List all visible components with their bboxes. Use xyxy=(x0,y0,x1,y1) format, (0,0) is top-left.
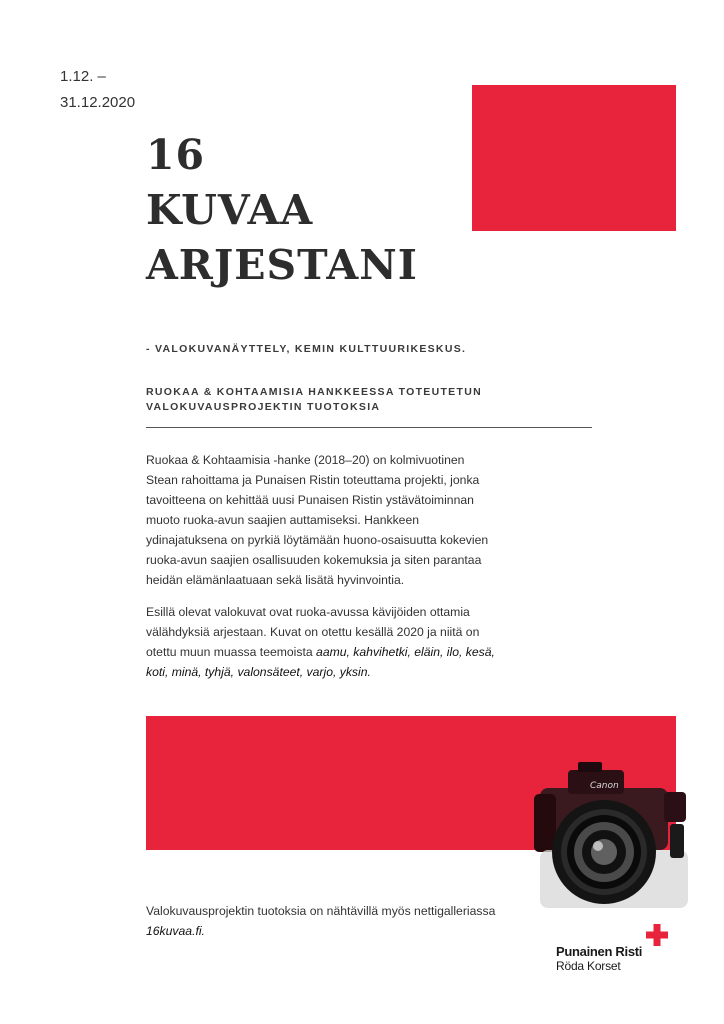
logo-text-swedish: Röda Korset xyxy=(556,959,621,973)
red-cross-icon xyxy=(646,924,668,946)
venue-subtitle: - VALOKUVANÄYTTELY, KEMIN KULTTUURIKESKUS. xyxy=(146,343,467,355)
divider xyxy=(146,427,592,428)
title-line-1: 16 xyxy=(146,131,206,179)
gallery-link[interactable]: 16kuvaa.fi. xyxy=(146,924,205,938)
gallery-note xyxy=(146,901,546,941)
camera-brand: Canon xyxy=(590,781,619,791)
title-line-3: ARJESTANI xyxy=(146,241,418,289)
red-cross-logo xyxy=(556,924,672,973)
date-end: 31.12.2020 xyxy=(60,94,136,111)
photo-themes: aamu, kahvihetki, eläin, ilo, kesä, koti, minä, tyhjä, valonsäteet, varjo, yksin. xyxy=(146,645,495,679)
photos-description-text: Esillä olevat valokuvat ovat ruoka-avussa kävijöiden ottamia välähdyksiä arjestaan. Kuvat on otettu kesällä 2020 ja niitä on otettu muun muassa teemoista xyxy=(146,605,480,659)
exhibition-dates xyxy=(60,64,135,116)
logo-text-finnish: Punainen Risti xyxy=(556,944,643,959)
gallery-note-text: Valokuvausprojektin tuotoksia on nähtävillä myös nettigalleriassa xyxy=(146,904,496,918)
date-start: 1.12. – xyxy=(60,68,106,85)
project-subtitle: RUOKAA & KOHTAAMISIA HANKKEESSA TOTEUTETUN VALOKUVAUSPROJEKTIN TUOTOKSIA xyxy=(146,386,482,413)
camera-icon xyxy=(534,752,690,912)
project-description: Ruokaa & Kohtaamisia -hanke (2018–20) on kolmivuotinen Stean rahoittama ja Punaisen Ristin toteuttama projekti, jonka tavoitteena on kehittää uusi Punaisen Ristin ystävätoiminnan muoto ruoka-avun saajien auttamiseksi. Hankkeen ydinajatuksena on pyrkiä löytämään huono-osaisuutta kokevien ruoka-avun saajien osallisuuden kokemuksia ja siten parantaa heidän elämänlaatuaan sekä lisätä hyvinvointia. xyxy=(146,453,489,587)
photos-description xyxy=(146,602,496,682)
red-block-top xyxy=(472,85,676,231)
title-line-2: KUVAA xyxy=(146,186,314,234)
poster-title xyxy=(146,128,418,293)
